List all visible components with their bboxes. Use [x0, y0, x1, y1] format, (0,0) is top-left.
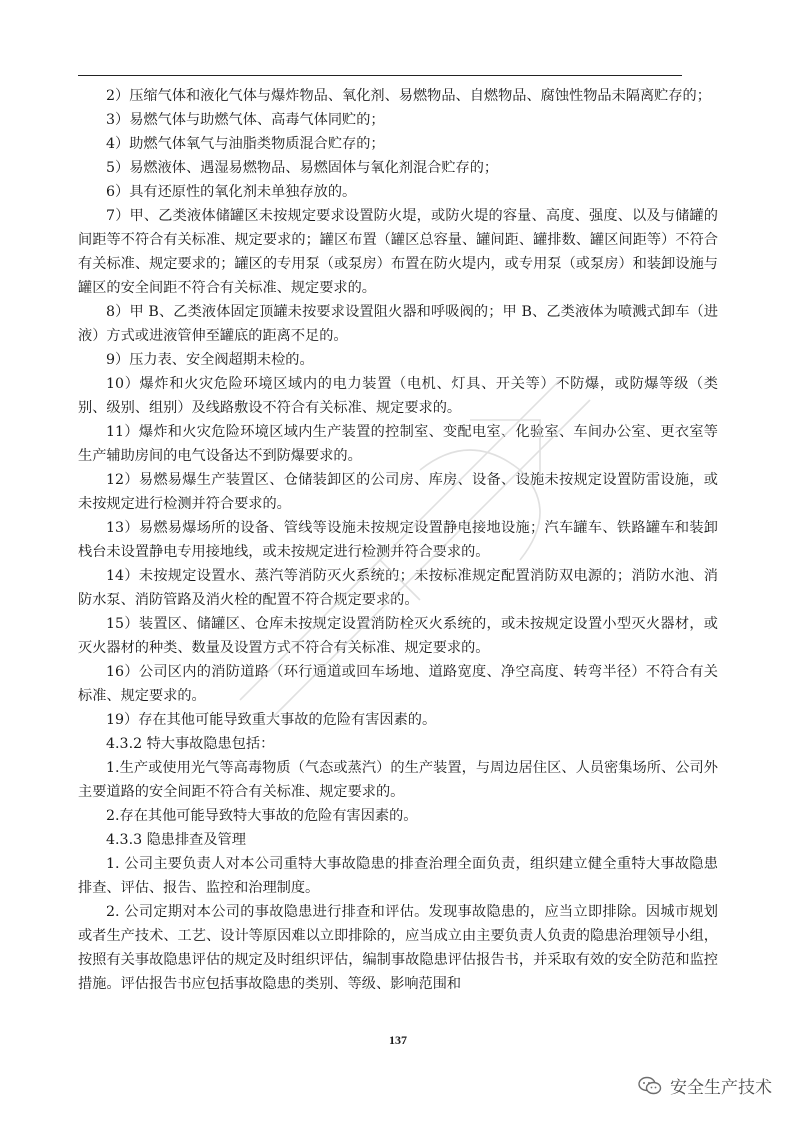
paragraph: 9）压力表、安全阀超期未检的。 [106, 352, 314, 368]
paragraph: 5）易燃液体、遇湿易燃物品、易燃固体与氧化剂混合贮存的； [106, 160, 499, 176]
paragraph: 3）易燃气体与助燃气体、高毒气体同贮的； [106, 112, 385, 128]
paragraph: 7）甲、乙类液体储罐区未按规定要求设置防火堤，或防火堤的容量、高度、强度、以及与储罐的间距等不符合有关标准、规定要求的；罐区布置（罐区总容量、罐间距、罐排数、罐区间距等）不符合有关标准、规定要求的；罐区的专用泵（或泵房）布置在防火堤内，或专用泵（或泵房）和装卸设施与罐区的安全间距不符合有关标准、规定要求的。 [78, 208, 718, 296]
watermark-brand [638, 1073, 772, 1098]
section-heading: 4.3.3 隐患排查及管理 [106, 832, 246, 848]
paragraph: 1.生产或使用光气等高毒物质（气态或蒸汽）的生产装置，与周边居住区、人员密集场所、公司外主要道路的安全间距不符合有关标准、规定要求的。 [78, 760, 718, 800]
page-number: 137 [389, 1033, 407, 1047]
paragraph: 6）具有还原性的氧化剂未单独存放的。 [106, 184, 357, 200]
paragraph: 16）公司区内的消防道路（环行通道或回车场地、道路宽度、净空高度、转弯半径）不符合有关标准、规定要求的。 [78, 664, 718, 704]
paragraph: 14）未按规定设置水、蒸汽等消防灭火系统的；未按标准规定配置消防双电源的；消防水池、消防水泵、消防管路及消火栓的配置不符合规定要求的。 [78, 568, 718, 608]
paragraph: 8）甲 B、乙类液体固定顶罐未按要求设置阻火器和呼吸阀的；甲 B、乙类液体为喷溅式卸车（进液）方式或进液管伸至罐底的距离不足的。 [78, 304, 718, 344]
paragraph: 11）爆炸和火灾危险环境区域内生产装置的控制室、变配电室、化验室、车间办公室、更衣室等生产辅助房间的电气设备达不到防爆要求的。 [78, 424, 718, 464]
paragraph: 19）存在其他可能导致重大事故的危险有害因素的。 [106, 712, 437, 728]
wechat-icon [638, 1076, 662, 1096]
paragraph: 2）压缩气体和液化气体与爆炸物品、氧化剂、易燃物品、自燃物品、腐蚀性物品未隔离贮存的； [106, 88, 711, 104]
paragraph: 12）易燃易爆生产装置区、仓储装卸区的公司房、库房、设备、设施未按规定设置防雷设施，或未按规定进行检测并符合要求的。 [78, 472, 718, 512]
paragraph: 10）爆炸和火灾危险环境区域内的电力装置（电机、灯具、开关等）不防爆，或防爆等级（类别、级别、组别）及线路敷设不符合有关标准、规定要求的。 [78, 376, 718, 416]
paragraph: 13）易燃易爆场所的设备、管线等设施未按规定设置静电接地设施；汽车罐车、铁路罐车和装卸栈台未设置静电专用接地线，或未按规定进行检测并符合要求的。 [78, 520, 718, 560]
document-body [78, 84, 718, 996]
watermark-brand-text: 安全生产技术 [670, 1078, 772, 1098]
header-rule [78, 75, 682, 76]
section-heading: 4.3.2 特大事故隐患包括： [106, 736, 275, 752]
paragraph: 15）装置区、储罐区、仓库未按规定设置消防栓灭火系统的，或未按规定设置小型灭火器材，或灭火器材的种类、数量及设置方式不符合有关标准、规定要求的。 [78, 616, 718, 656]
paragraph: 2. 公司定期对本公司的事故隐患进行排查和评估。发现事故隐患的，应当立即排除。因城市规划或者生产技术、工艺、设计等原因难以立即排除的，应当成立由主要负责人负责的隐患治理领导小组，按照有关事故隐患评估的规定及时组织评估，编制事故隐患评估报告书，并采取有效的安全防范和监控措施。评估报告书应包括事故隐患的类别、等级、影响范围和 [78, 904, 718, 992]
paragraph: 4）助燃气体氧气与油脂类物质混合贮存的； [106, 136, 385, 152]
paragraph: 2.存在其他可能导致特大事故的危险有害因素的。 [106, 808, 418, 824]
paragraph: 1. 公司主要负责人对本公司重特大事故隐患的排查治理全面负责，组织建立健全重特大事故隐患排查、评估、报告、监控和治理制度。 [78, 856, 718, 896]
